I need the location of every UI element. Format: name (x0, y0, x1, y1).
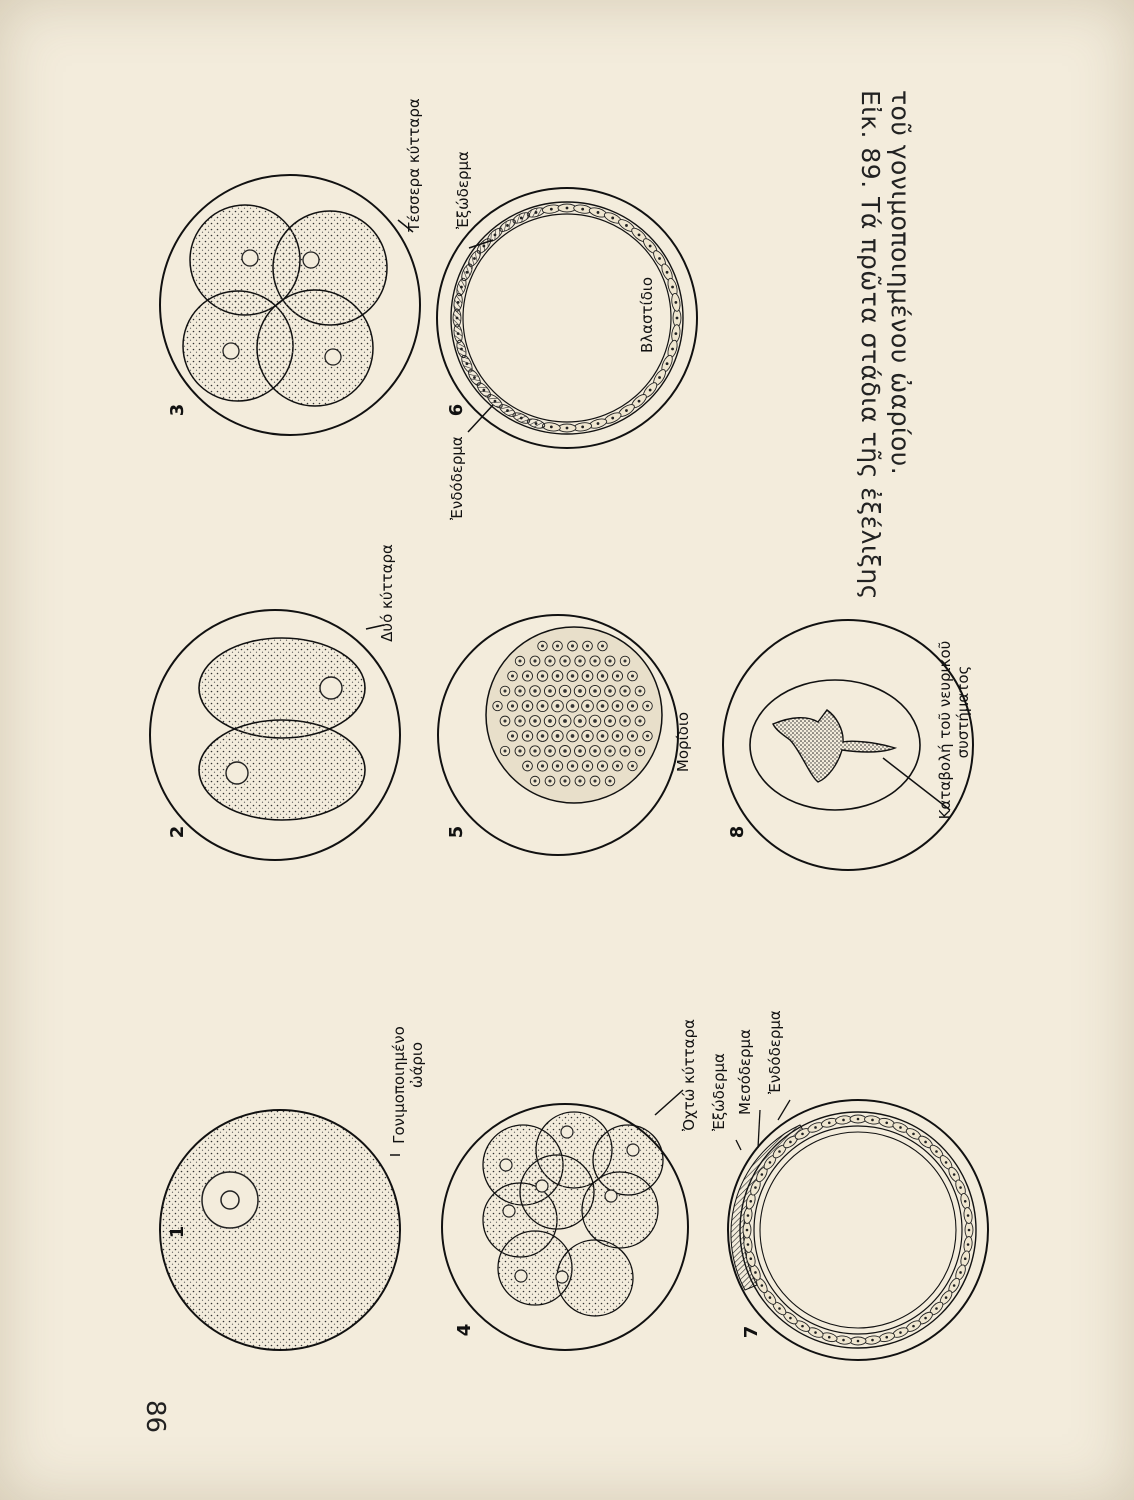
gastrula-cell-nucleus (746, 1229, 749, 1232)
egg-outline (728, 1100, 988, 1360)
morula-cell-nucleus (563, 779, 566, 782)
morula-cell-nucleus (586, 734, 590, 738)
stage-label: Τέσσερα κύτταρα (405, 98, 423, 232)
stage-label: συστήματος (954, 665, 972, 759)
stage-label: Ἐνδόδερμα (448, 436, 466, 520)
morula-cell-nucleus (586, 764, 589, 767)
morula-cell-nucleus (533, 659, 536, 662)
morula-cell-nucleus (511, 704, 514, 707)
stage-label: ὠάριο (408, 1041, 426, 1089)
gastrula-cell-nucleus (828, 1121, 831, 1124)
blastula-cell-nucleus (566, 207, 569, 210)
gastrula-cell-nucleus (801, 1133, 804, 1136)
morula-cell-nucleus (518, 659, 521, 662)
blastula-cell-nucleus (649, 389, 652, 392)
morula-cell-nucleus (601, 674, 604, 677)
morula-cell-nucleus (623, 689, 626, 692)
figure-caption-line-2: τοῦ γονιμοποιημένου ὠαρίου. (886, 90, 915, 476)
blastula-cell-nucleus (520, 417, 523, 420)
nucleolus (221, 1191, 239, 1209)
blastula-cell-nucleus (597, 422, 600, 425)
morula-cell-nucleus (556, 704, 560, 708)
morula-cell-nucleus (601, 644, 604, 647)
gastrula-cell-nucleus (754, 1186, 757, 1189)
gastrula-cell-nucleus (761, 1284, 764, 1287)
gastrula-cell-nucleus (953, 1173, 956, 1176)
egg-outline (437, 188, 697, 448)
gastrula-cell-nucleus (967, 1214, 970, 1217)
gastrula-cell-nucleus (959, 1271, 962, 1274)
morula-cell-nucleus (631, 674, 634, 677)
blastula-cell-nucleus (482, 389, 485, 392)
morula-cell-nucleus (586, 704, 590, 708)
gastrula-cell-nucleus (959, 1186, 962, 1189)
morula-cell-nucleus (608, 659, 611, 662)
stage-label: Μεσόδερμα (736, 1029, 754, 1115)
blastula-cell-nucleus (649, 245, 652, 248)
morula-cell-nucleus (571, 644, 574, 647)
morula-cell-nucleus (578, 659, 581, 662)
stage-label: Ἐξώδερμα (454, 151, 472, 229)
morula-cell-nucleus (511, 734, 514, 737)
gastrula-cell-nucleus (871, 1339, 874, 1342)
nucleus (320, 677, 342, 699)
blastula-cell-nucleus (638, 400, 641, 403)
cell (199, 720, 365, 820)
morula-cell-nucleus (593, 659, 596, 662)
gastrula-cell-nucleus (754, 1271, 757, 1274)
morula-cell-nucleus (623, 659, 626, 662)
stage-3 (160, 175, 420, 435)
gastrula-cell-nucleus (814, 1126, 817, 1129)
stage-number: 1 (167, 1225, 188, 1239)
blastula-cell-nucleus (597, 211, 600, 214)
morula-cell-nucleus (518, 719, 521, 722)
gastrula-cell-nucleus (924, 1317, 927, 1320)
morula-cell-nucleus (638, 749, 641, 752)
morula-cell-nucleus (616, 734, 619, 737)
page-number: 86 (140, 1400, 170, 1434)
stage-label: Μορίδιο (674, 711, 692, 773)
blastula-cell-nucleus (674, 332, 677, 335)
gastrula-cell-nucleus (857, 1118, 860, 1121)
gastrula-cell-nucleus (885, 1121, 888, 1124)
stage-number: 5 (446, 825, 467, 839)
gastrula-cell-nucleus (842, 1339, 845, 1342)
stage-1 (160, 1110, 400, 1350)
morula-cell-nucleus (526, 704, 529, 707)
morula-cell-nucleus (593, 689, 597, 693)
blastula-cell-nucleus (466, 362, 469, 365)
gastrula-cell-nucleus (778, 1150, 781, 1153)
blastula-cell-nucleus (671, 286, 674, 289)
morula-cell-nucleus (616, 674, 619, 677)
morula-ball (486, 627, 662, 803)
blastula-cell-nucleus (638, 233, 641, 236)
blastula-cell-nucleus (550, 425, 553, 428)
stage-5 (438, 615, 678, 855)
morula-cell-nucleus (563, 719, 567, 723)
label-leader (778, 1100, 790, 1120)
gastrula-cell-nucleus (749, 1200, 752, 1203)
gastrula-cell-nucleus (899, 1331, 902, 1334)
morula-cell-nucleus (593, 779, 596, 782)
label-leader (468, 405, 493, 432)
gastrula-cell-nucleus (842, 1119, 845, 1122)
morula-cell-nucleus (541, 764, 544, 767)
stage-label: Βλαστίδιο (638, 276, 656, 354)
morula-cell-nucleus (563, 659, 566, 662)
mesoderm-band (731, 1125, 806, 1290)
morula-cell-nucleus (578, 749, 582, 753)
gastrula-cell-nucleus (871, 1119, 874, 1122)
stage-number: 2 (167, 825, 188, 839)
label-leader (758, 1110, 760, 1148)
blastula-cell-nucleus (566, 427, 569, 430)
morula-cell-nucleus (593, 719, 597, 723)
blastula-cell-nucleus (506, 224, 509, 227)
morula-cell-nucleus (631, 734, 634, 737)
nucleus (303, 252, 319, 268)
morula-cell-nucleus (601, 734, 605, 738)
morula-cell-nucleus (623, 719, 626, 722)
gastrula-cell-nucleus (912, 1325, 915, 1328)
morula-cell-nucleus (548, 659, 551, 662)
blastula-cell-nucleus (456, 317, 459, 320)
morula-cell-nucleus (533, 689, 536, 692)
stage-number: 4 (454, 1323, 475, 1337)
morula-cell-nucleus (586, 644, 589, 647)
gastrula-cell-nucleus (967, 1243, 970, 1246)
gastrula-cell-nucleus (778, 1307, 781, 1310)
morula-cell-nucleus (503, 689, 506, 692)
gastrula-cell-nucleus (945, 1296, 948, 1299)
blastula-cell-nucleus (611, 417, 614, 420)
stage-label: Ἐξώδερμα (710, 1053, 728, 1131)
morula-cell-nucleus (541, 674, 544, 677)
stage-number: 8 (727, 825, 748, 839)
gastrula-cells (743, 1115, 973, 1345)
morula-cell-nucleus (601, 704, 605, 708)
blastula-cell-nucleus (473, 376, 476, 379)
gastrula-cell-nucleus (964, 1257, 967, 1260)
blastula-cell-nucleus (671, 348, 674, 351)
egg-outline (160, 1110, 400, 1350)
morula-cell-nucleus (556, 764, 559, 767)
morula-cell-nucleus (608, 779, 611, 782)
blastula-cell-nucleus (658, 257, 661, 260)
morula-cell-nucleus (518, 689, 521, 692)
blastula-cell-nucleus (460, 286, 463, 289)
morula-cell-nucleus (616, 704, 619, 707)
gastrula-cell-nucleus (964, 1200, 967, 1203)
gastrula-cell-nucleus (814, 1331, 817, 1334)
morula-cell-nucleus (571, 764, 574, 767)
gastrula-cell-nucleus (769, 1296, 772, 1299)
morula-cell-nucleus (638, 689, 641, 692)
morula-cell-nucleus (548, 779, 551, 782)
gastrula-cell-nucleus (761, 1173, 764, 1176)
gastrula-cell-nucleus (769, 1161, 772, 1164)
morula-cell-nucleus (563, 689, 567, 693)
stage-number: 6 (446, 403, 467, 417)
nucleus (223, 343, 239, 359)
blastula-cell-nucleus (581, 425, 584, 428)
blastula-cell-nucleus (625, 224, 628, 227)
morula-cell-nucleus (623, 749, 626, 752)
nucleus (242, 250, 258, 266)
morula-cell-nucleus (533, 779, 536, 782)
blastula-cell-nucleus (625, 409, 628, 412)
morula-cell-nucleus (571, 704, 575, 708)
gastrula-cell-nucleus (935, 1150, 938, 1153)
blastula-cell-nucleus (535, 422, 538, 425)
gastrula-cell-nucleus (912, 1133, 915, 1136)
morula-cell-nucleus (541, 704, 545, 708)
morula-cell-nucleus (563, 749, 567, 753)
blastula-cell-nucleus (482, 245, 485, 248)
gastrula-cell-nucleus (828, 1336, 831, 1339)
morula-cell-nucleus (526, 764, 529, 767)
morula-cell-nucleus (631, 764, 634, 767)
morula-cell-nucleus (526, 734, 529, 737)
neural-plate (773, 710, 895, 782)
cell (257, 290, 373, 406)
gastrula-cell-nucleus (945, 1161, 948, 1164)
morula-cell-nucleus (631, 704, 634, 707)
morula-cell-nucleus (548, 749, 551, 752)
morula-cell-nucleus (541, 644, 544, 647)
morula-cell-nucleus (578, 719, 582, 723)
blastula-cell-nucleus (611, 217, 614, 220)
stage-6 (437, 188, 697, 448)
blastula-cell-nucleus (520, 217, 523, 220)
stage-label: Ὀχτώ κύτταρα (680, 1019, 698, 1131)
blastula-cell-nucleus (666, 362, 669, 365)
stage-number: 3 (167, 403, 188, 417)
morula-cell-nucleus (593, 749, 596, 752)
morula-cell-nucleus (556, 644, 559, 647)
morula-cell-nucleus (586, 674, 589, 677)
nucleus (325, 349, 341, 365)
morula-cell-nucleus (556, 674, 559, 677)
blastula-cell-nucleus (535, 211, 538, 214)
gastrula-cell-nucleus (953, 1284, 956, 1287)
gastrula-cell-nucleus (747, 1243, 750, 1246)
blastula-cell-nucleus (550, 208, 553, 211)
morula-cell-nucleus (646, 704, 649, 707)
morula-cell-nucleus (541, 734, 545, 738)
gastrula-cell-nucleus (924, 1141, 927, 1144)
morula-cell-nucleus (548, 689, 552, 693)
morula-cell-nucleus (503, 749, 506, 752)
gastrula-cell-nucleus (885, 1336, 888, 1339)
morula-cell-nucleus (608, 749, 611, 752)
morula-cell-nucleus (533, 749, 536, 752)
morula-cell-nucleus (608, 689, 611, 692)
gastrula-cell-nucleus (747, 1214, 750, 1217)
morula-cell-nucleus (503, 719, 506, 722)
morula-cell-nucleus (556, 734, 560, 738)
morula-cell-nucleus (548, 719, 552, 723)
morula-cell-nucleus (526, 674, 529, 677)
gastrula-cell-nucleus (789, 1141, 792, 1144)
stage-label: Γονιμοποιημένο (390, 1026, 408, 1144)
blastula-cell-nucleus (676, 317, 679, 320)
blastula-cell-nucleus (466, 271, 469, 274)
blastula-cell-nucleus (494, 233, 497, 236)
morula-cell-nucleus (646, 734, 649, 737)
stage-2 (150, 610, 400, 860)
blastula-cell-nucleus (473, 257, 476, 260)
blastula-cell-nucleus (457, 301, 460, 304)
nucleus (226, 762, 248, 784)
gastrula-cell-nucleus (857, 1340, 860, 1343)
morula-cell-nucleus (608, 719, 612, 723)
stage-number: 7 (741, 1325, 762, 1339)
stage-4 (442, 1090, 688, 1350)
morula-cell-nucleus (638, 719, 641, 722)
morula-cell-nucleus (571, 734, 575, 738)
blastula-cell-nucleus (674, 301, 677, 304)
blastula-cell-nucleus (494, 400, 497, 403)
blastula-cell-nucleus (666, 271, 669, 274)
gastrula-cell-nucleus (968, 1229, 971, 1232)
label-leader (736, 1140, 741, 1150)
blastula-cell-nucleus (506, 409, 509, 412)
gastrula-cell-nucleus (935, 1307, 938, 1310)
morula-cell-nucleus (601, 764, 604, 767)
stage-label: Ἐνδόδερμα (766, 1010, 784, 1094)
blastula-cell-nucleus (457, 332, 460, 335)
gastrula-cell-nucleus (789, 1317, 792, 1320)
morula-cell-nucleus (571, 674, 574, 677)
label-leader (655, 1090, 683, 1115)
gastrula-cell-nucleus (899, 1126, 902, 1129)
morula-cell-nucleus (533, 719, 536, 722)
stage-7 (728, 1100, 988, 1360)
gastrula-cell-nucleus (749, 1257, 752, 1260)
stage-label: Δυό κύτταρα (378, 544, 396, 642)
gastrula-cell-nucleus (801, 1325, 804, 1328)
morula-cell-nucleus (511, 674, 514, 677)
blastula-cell-nucleus (460, 348, 463, 351)
morula-cell-nucleus (578, 779, 581, 782)
morula-cell-nucleus (496, 704, 499, 707)
figure-caption-line-1: Εἰκ. 89. Τά πρῶτα στάδια τῆς ἐξέλιξης (856, 90, 885, 600)
blastula-cell-nucleus (581, 208, 584, 211)
stage-label: Καταβολή τοῦ νευρικοῦ (936, 640, 954, 820)
morula-cell-nucleus (518, 749, 521, 752)
blastula-cell-nucleus (658, 376, 661, 379)
morula-cell-nucleus (616, 764, 619, 767)
morula-cell-nucleus (578, 689, 582, 693)
